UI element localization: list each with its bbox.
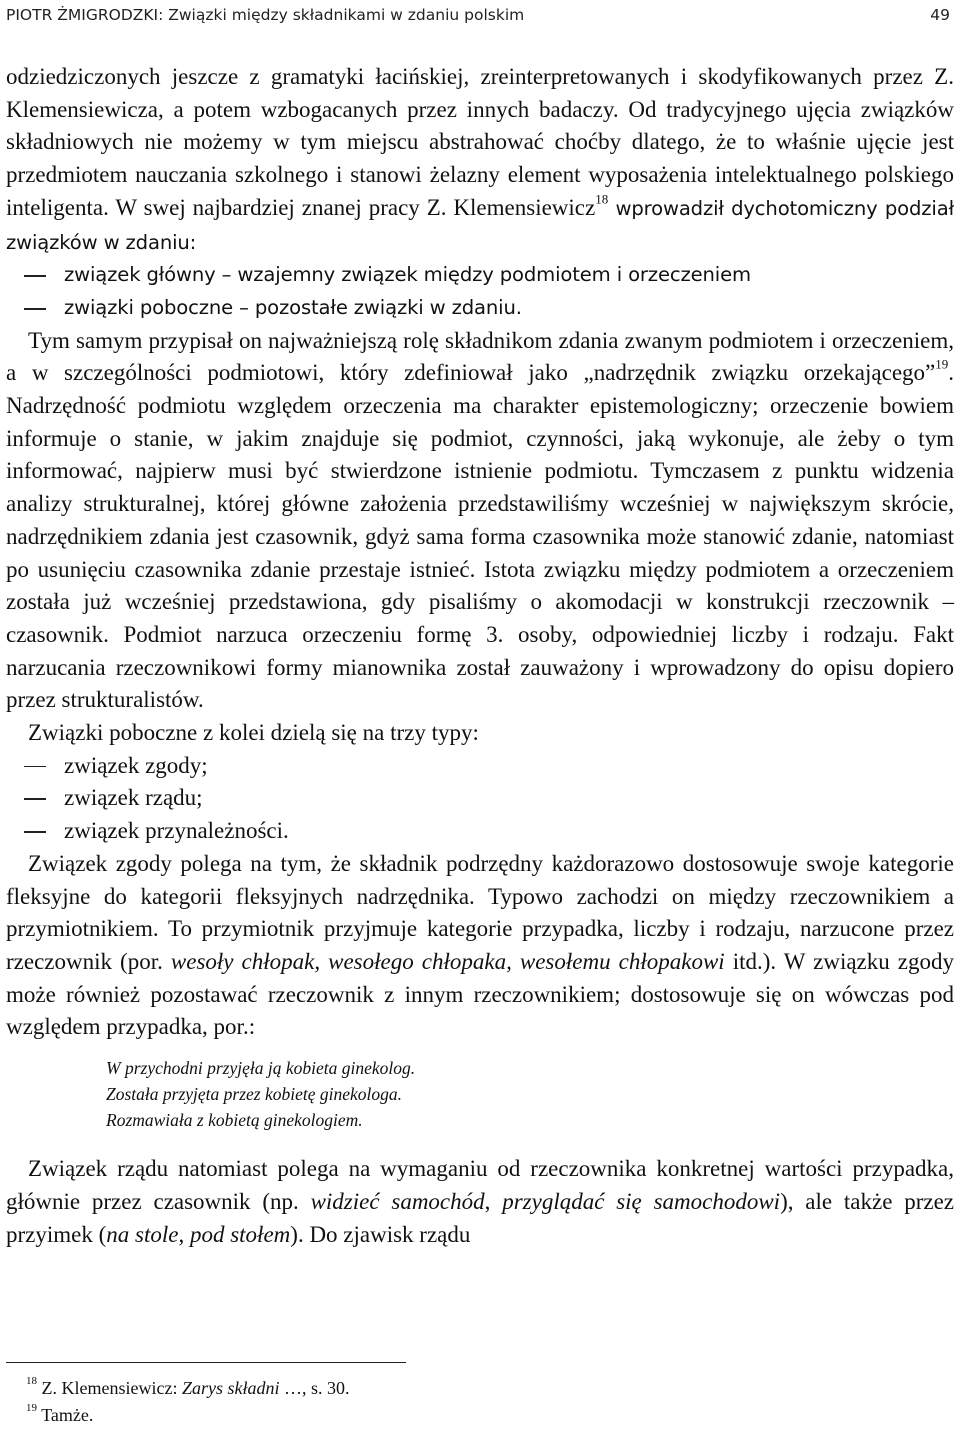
example-inline: widzieć samochód bbox=[310, 1188, 485, 1214]
paragraph: Tym samym przypisał on najważniejszą rolę składnikom zdania zwanym podmiotem i orzeczeniem, a w szczególności podmiotowi, który zdefiniował jako „nadrzędnik związku orzekającego”$^{19}$. Nadrzędność podmiotu względem orzeczenia ma charakter epistemologiczny; orzeczenie bowiem informuje o stanie, w jakim znajduje się podmiot, czynności, jaką wykonuje, ale żeby o tym informować, najpierw musi być stwierdzone istnienie podmiotu. Tymczasem z punktu widzenia analizy strukturalnej, której główne założenia przedstawiliśmy wcześniej w największym skrócie, nadrzędnikiem zdania jest czasownik, gdyż sama forma czasownika może stanowić zdanie, natomiast po usunięciu czasownika zdanie przestaje istnieć. Istota związku między podmiotem a orzeczeniem została już wcześniej przedstawiona, gdy pisaliśmy o akomodacji w konstrukcji rzeczownik – czasownik. Podmiot narzuca orzeczeniu formę 3. osoby, odpowiedniej liczby i rodzaju. Fakt narzucania rzeczownikowi formy mianownika został zauważony i wprowadzony do opisu dopiero przez strukturalistów. bbox=[6, 327, 954, 713]
footnote-18: $^{18}$ Z. Klemensiewicz: Zarys składni …, s. 30. bbox=[26, 1375, 350, 1398]
footnote-ref-19: 19 bbox=[935, 356, 949, 372]
example-sentence: Rozmawiała z kobietą ginekologiem. bbox=[106, 1110, 363, 1131]
paragraph-text: odziedziczonych jeszcze z gramatyki łacińskiej, zreinterpretowanych i skodyfikowanych przez Z. Klemensiewicza, a potem wzbogacanych przez innych badaczy. Od tradycyjnego ujęcia związków składniowych nie możemy w tym miejscu abstrahować choćby dlatego, że to właśnie ujęcie jest przedmiotem nauczania szkolnego i stanowi żelazny element wyposażenia intelektualnego polskiego inteligenta. W swej najbardziej znanej pracy Z. Klemensiewicz bbox=[6, 64, 954, 220]
footnote-separator bbox=[6, 1362, 406, 1363]
list-item: związek zgody; bbox=[6, 750, 954, 783]
example-sentence: Została przyjęta przez kobietę ginekologa. bbox=[106, 1084, 403, 1105]
running-head bbox=[6, 6, 950, 28]
footnotes bbox=[26, 1375, 926, 1429]
example-inline: przyglądać się samochodowi bbox=[502, 1188, 781, 1214]
list-item: związki poboczne – pozostałe związki w zdaniu. bbox=[6, 292, 954, 325]
paragraph: Związek zgody polega na tym, że składnik podrzędny każdorazowo dostosowuje swoje kategorie fleksyjne do kategorii fleksyjnych nadrzędnika. Typowo zachodzi on między rzeczownikiem a przymiotnikiem. To przymiotnik przyjmuje kategorie przypadka, liczby i rodzaju, narzucone przez rzeczownik (por. wesoły chłopak, wesołego chłopaka, wesołemu chłopakowi itd.). W związku zgody może również pozostawać rzeczownik z innym rzeczownikiem; dostosowuje się on wówczas pod względem przypadka, por.: bbox=[6, 850, 954, 1040]
footnote-19: $^{19}$ Tamże. bbox=[26, 1402, 94, 1425]
list-item: związek główny – wzajemny związek między podmiotem i orzeczeniem bbox=[6, 259, 954, 292]
example-sentence: W przychodni przyjęła ją kobieta ginekolog. bbox=[106, 1058, 416, 1079]
paragraph: Związek rządu natomiast polega na wymaganiu od rzeczownika konkretnej wartości przypadka, głównie przez czasownik (np. widzieć samochód, przyglądać się samochodowi), ale także przez przyimek (na stole, pod stołem). Do zjawisk rządu bbox=[6, 1156, 954, 1247]
running-head-title: PIOTR ŻMIGRODZKI: Związki między składnikami w zdaniu polskim bbox=[6, 6, 525, 24]
example-block bbox=[106, 1055, 954, 1133]
page-number: 49 bbox=[930, 6, 950, 24]
example-inline: pod stołem bbox=[189, 1221, 291, 1247]
list-item: związek rządu; bbox=[6, 782, 954, 815]
example-inline: na stole bbox=[106, 1221, 179, 1247]
paragraph-text: wprowadził dychotomiczny podział związków w zdaniu: bbox=[6, 196, 954, 254]
paragraph-continued bbox=[6, 61, 954, 259]
paragraph: Związki poboczne z kolei dzielą się na trzy typy: bbox=[28, 720, 479, 746]
footnote-ref-18: 18 bbox=[595, 191, 609, 207]
main-text bbox=[6, 61, 954, 1251]
example-inline: wesoły chłopak, wesołego chłopaka, wesołemu chłopakowi bbox=[170, 948, 725, 974]
list-item: związek przynależności. bbox=[6, 815, 954, 848]
